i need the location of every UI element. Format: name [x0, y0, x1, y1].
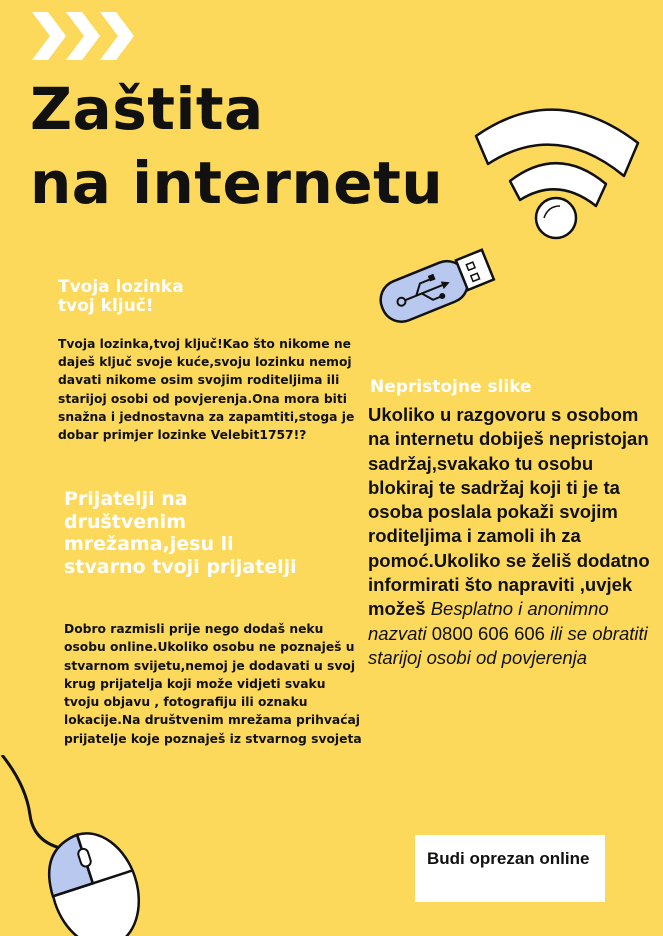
slike-body: [368, 403, 658, 670]
slike-italic-2: ili se obratiti starijoj osobi od povjerenja: [368, 622, 648, 668]
usb-drive-icon: [370, 238, 500, 333]
slike-italic-1: Besplatno i anonimno nazvati: [368, 598, 609, 644]
title-line-2: na internetu: [30, 149, 444, 217]
lozinka-heading: Tvoja lozinka tvoj ključ!: [58, 277, 184, 316]
wifi-icon: [468, 88, 648, 243]
callout-box: [415, 835, 605, 902]
chevrons-right-icon: [30, 8, 140, 64]
computer-mouse-icon: [0, 755, 160, 936]
page-title: [30, 72, 443, 220]
slike-heading: Nepristojne slike: [370, 377, 532, 397]
prijatelji-heading: Prijatelji na društvenim mrežama,jesu li stvarno tvoji prijatelji: [64, 488, 297, 578]
callout-text: Budi oprezan online: [427, 849, 590, 868]
lozinka-body: Tvoja lozinka,tvoj ključ!Kao što nikome ne daješ ključ svoje kuće,svoju lozinku nemoj davati nikome osim svojim roditeljima ili starijoj osobi od povjerenja.Ona mora biti snažna i jednostavna za zapamtiti,stoga je dobar primjer lozinke Velebit1757!?: [58, 337, 355, 443]
helpline-phone-number: 0800 606 606: [426, 622, 545, 644]
slike-body-text: Ukoliko u razgovoru s osobom na internetu dobiješ nepristojan sadržaj,svakako tu osobu blokiraj te sadržaj koji ti je ta osoba poslala pokaži svojim roditeljima i zamoli ih za pomoć.Ukoliko se želiš dodatno informirati što napraviti ,uvjek možeš: [368, 404, 650, 620]
prijatelji-body: Dobro razmisli prije nego dodaš neku osobu online.Ukoliko osobu ne poznaješ u stvarnom svijetu,nemoj je dodavati u svoj krug prijatelja koji može vidjeti svaku tvoju objavu , fotografiju ili oznaku lokacije.Na društvenim mrežama prihvaćaj prijatelje koje poznaješ iz stvarnog svojeta: [64, 622, 362, 746]
title-line-1: Zaštita: [30, 75, 264, 143]
